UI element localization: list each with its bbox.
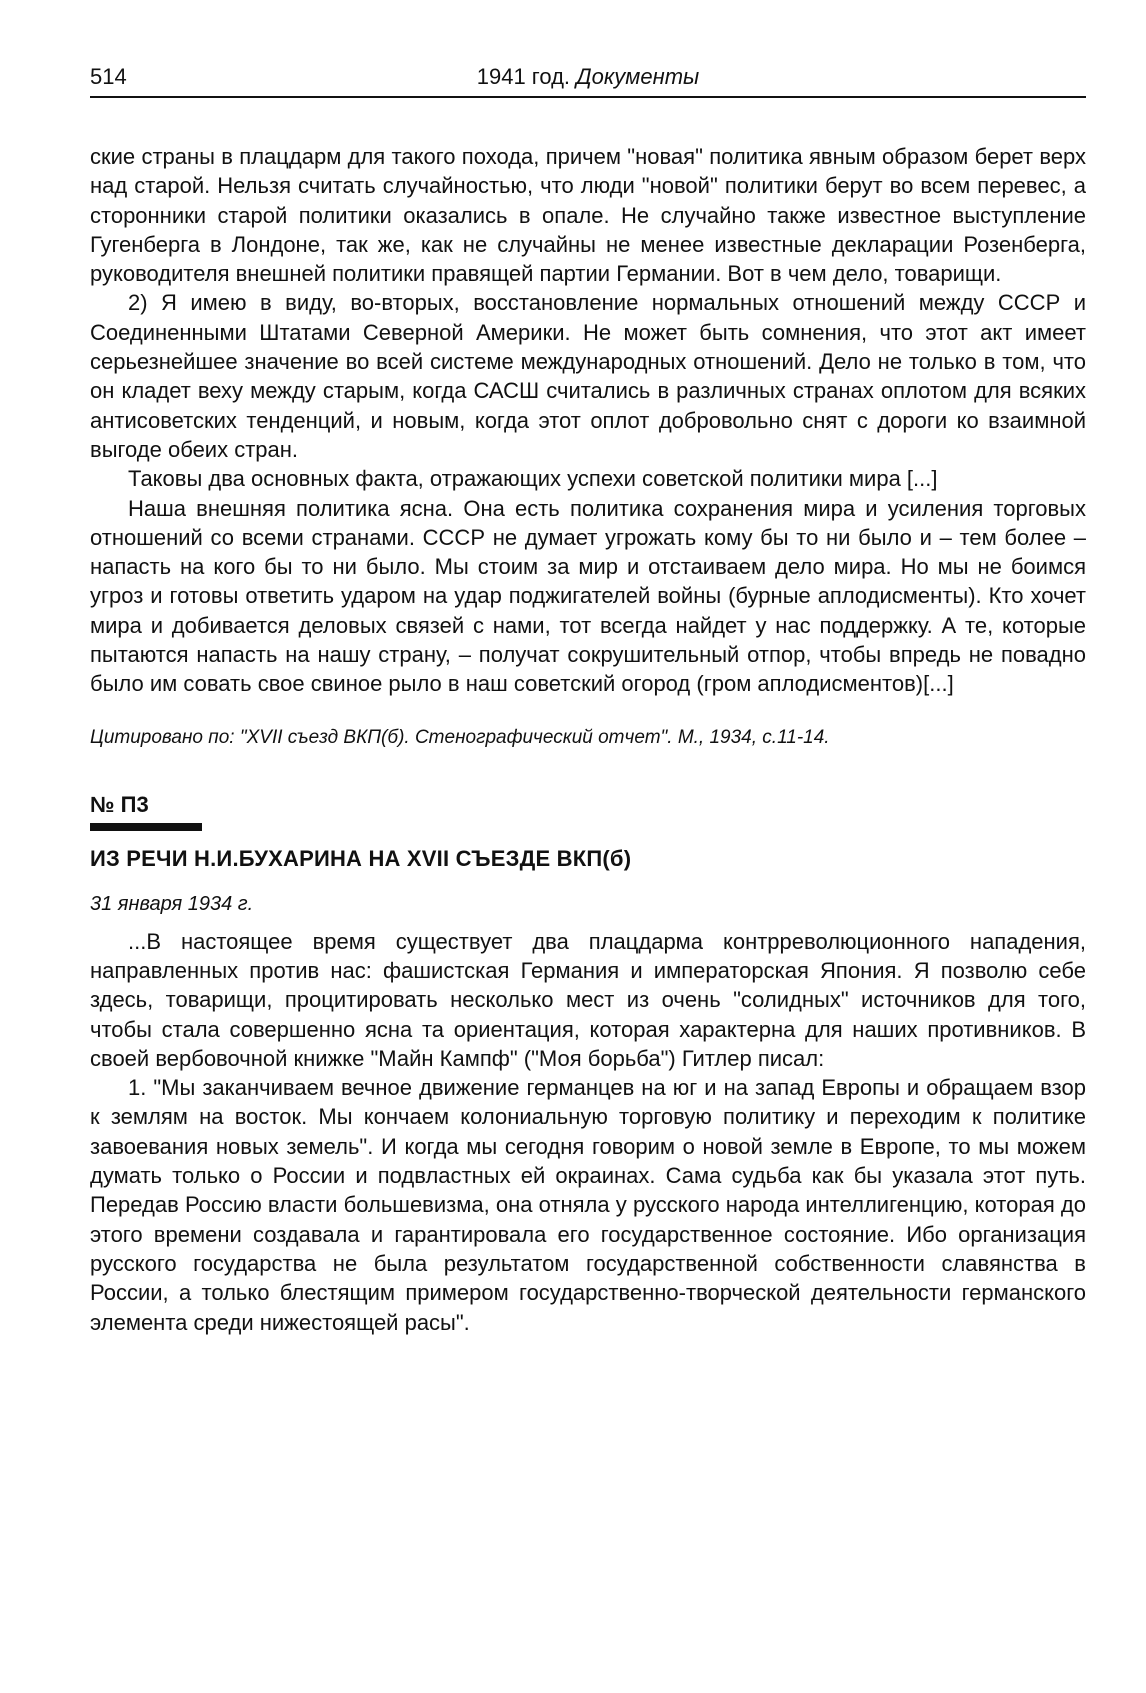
paragraph: Таковы два основных факта, отражающих успехи советской политики мира [...] xyxy=(128,466,938,492)
page-header xyxy=(90,62,1086,92)
page-number: 514 xyxy=(90,64,127,89)
paragraph: Наша внешняя политика ясна. Она есть политика сохранения мира и усиления торговых отношений со всеми странами. СССР не думает угрожать кому бы то ни было и – тем более – напасть на кого бы то ни было. Мы стоим за мир и отстаиваем дело мира. Но мы не боимся угроз и готовы ответить ударом на удар поджигателей войны (бурные аплодисменты). Кто хочет мира и добивается деловых связей с нами, тот всегда найдет у нас поддержку. А те, которые пытаются напасть на нашу страну, – получат сокрушительный отпор, чтобы впредь не повадно было им совать свое свиное рыло в наш советский огород (гром аплодисментов)[...] xyxy=(90,495,1086,697)
document-page xyxy=(90,62,1086,1337)
document-number: № П3 xyxy=(90,791,149,817)
running-head-year: 1941 год. xyxy=(476,64,571,89)
running-head-title: Документы xyxy=(576,64,700,89)
paragraph: ...В настоящее время существует два плацдарма контрреволюционного нападения, направленных против нас: фашистская Германия и императорская Япония. Я позволю себе здесь, товарищи, процитировать несколько мест из очень "солидных" источников для того, чтобы стала совершенно ясна та ориентация, которая характерна для наших противников. В своей вербовочной книжке "Майн Кампф" ("Моя борьба") Гитлер писал: xyxy=(90,928,1086,1071)
header-rule xyxy=(90,96,1086,98)
speech-continuation xyxy=(90,142,1086,699)
bukharin-speech xyxy=(90,927,1086,1337)
running-head xyxy=(90,62,1086,92)
document-date: 31 января 1934 г. xyxy=(90,892,254,915)
document-number-bar xyxy=(90,823,202,831)
paragraph: ские страны в плацдарм для такого похода, причем "новая" политика явным образом берет верх над старой. Нельзя считать случайностью, что люди "новой" политики берут во всем перевес, а сторонники старой политики оказались в опале. Не случайно также известное выступление Гугенберга в Лондоне, так же, как не случайны не менее известные декларации Розенберга, руководителя внешней политики правящей партии Германии. Вот в чем дело, товарищи. xyxy=(90,144,1086,287)
paragraph: 1. "Мы заканчиваем вечное движение германцев на юг и на запад Европы и обращаем взор к землям на восток. Мы кончаем колониальную торговую политику и переходим к политике завоевания новых земель". И когда мы сегодня говорим о новой земле в Европе, то мы можем думать только о России и подвластных ей окраинах. Сама судьба как бы указала этот путь. Передав Россию власти большевизма, она отняла у русского народа интеллигенцию, которая до этого времени создавала и гарантировала его государственное состояние. Ибо организация русского государства не была результатом государственной собственности славянства в России, а только блестящим примером государственно-творческой деятельности германского элемента среди нижестоящей расы". xyxy=(90,1075,1086,1335)
source-citation: Цитировано по: "XVII съезд ВКП(б). Стенографический отчет". М., 1934, с.11-14. xyxy=(90,726,830,748)
document-title: ИЗ РЕЧИ Н.И.БУХАРИНА НА XVII СЪЕЗДЕ ВКП(б) xyxy=(90,845,632,871)
paragraph: 2) Я имею в виду, во-вторых, восстановление нормальных отношений между СССР и Соединенными Штатами Северной Америки. Не может быть сомнения, что этот акт имеет серьезнейшее значение во всей системе международных отношений. Дело не только в том, что он кладет веху между старым, когда САСШ считались в различных странах оплотом для всяких антисоветских тенденций, и новым, когда этот оплот добровольно снят с дороги ко взаимной выгоде обеих стран. xyxy=(90,290,1086,462)
